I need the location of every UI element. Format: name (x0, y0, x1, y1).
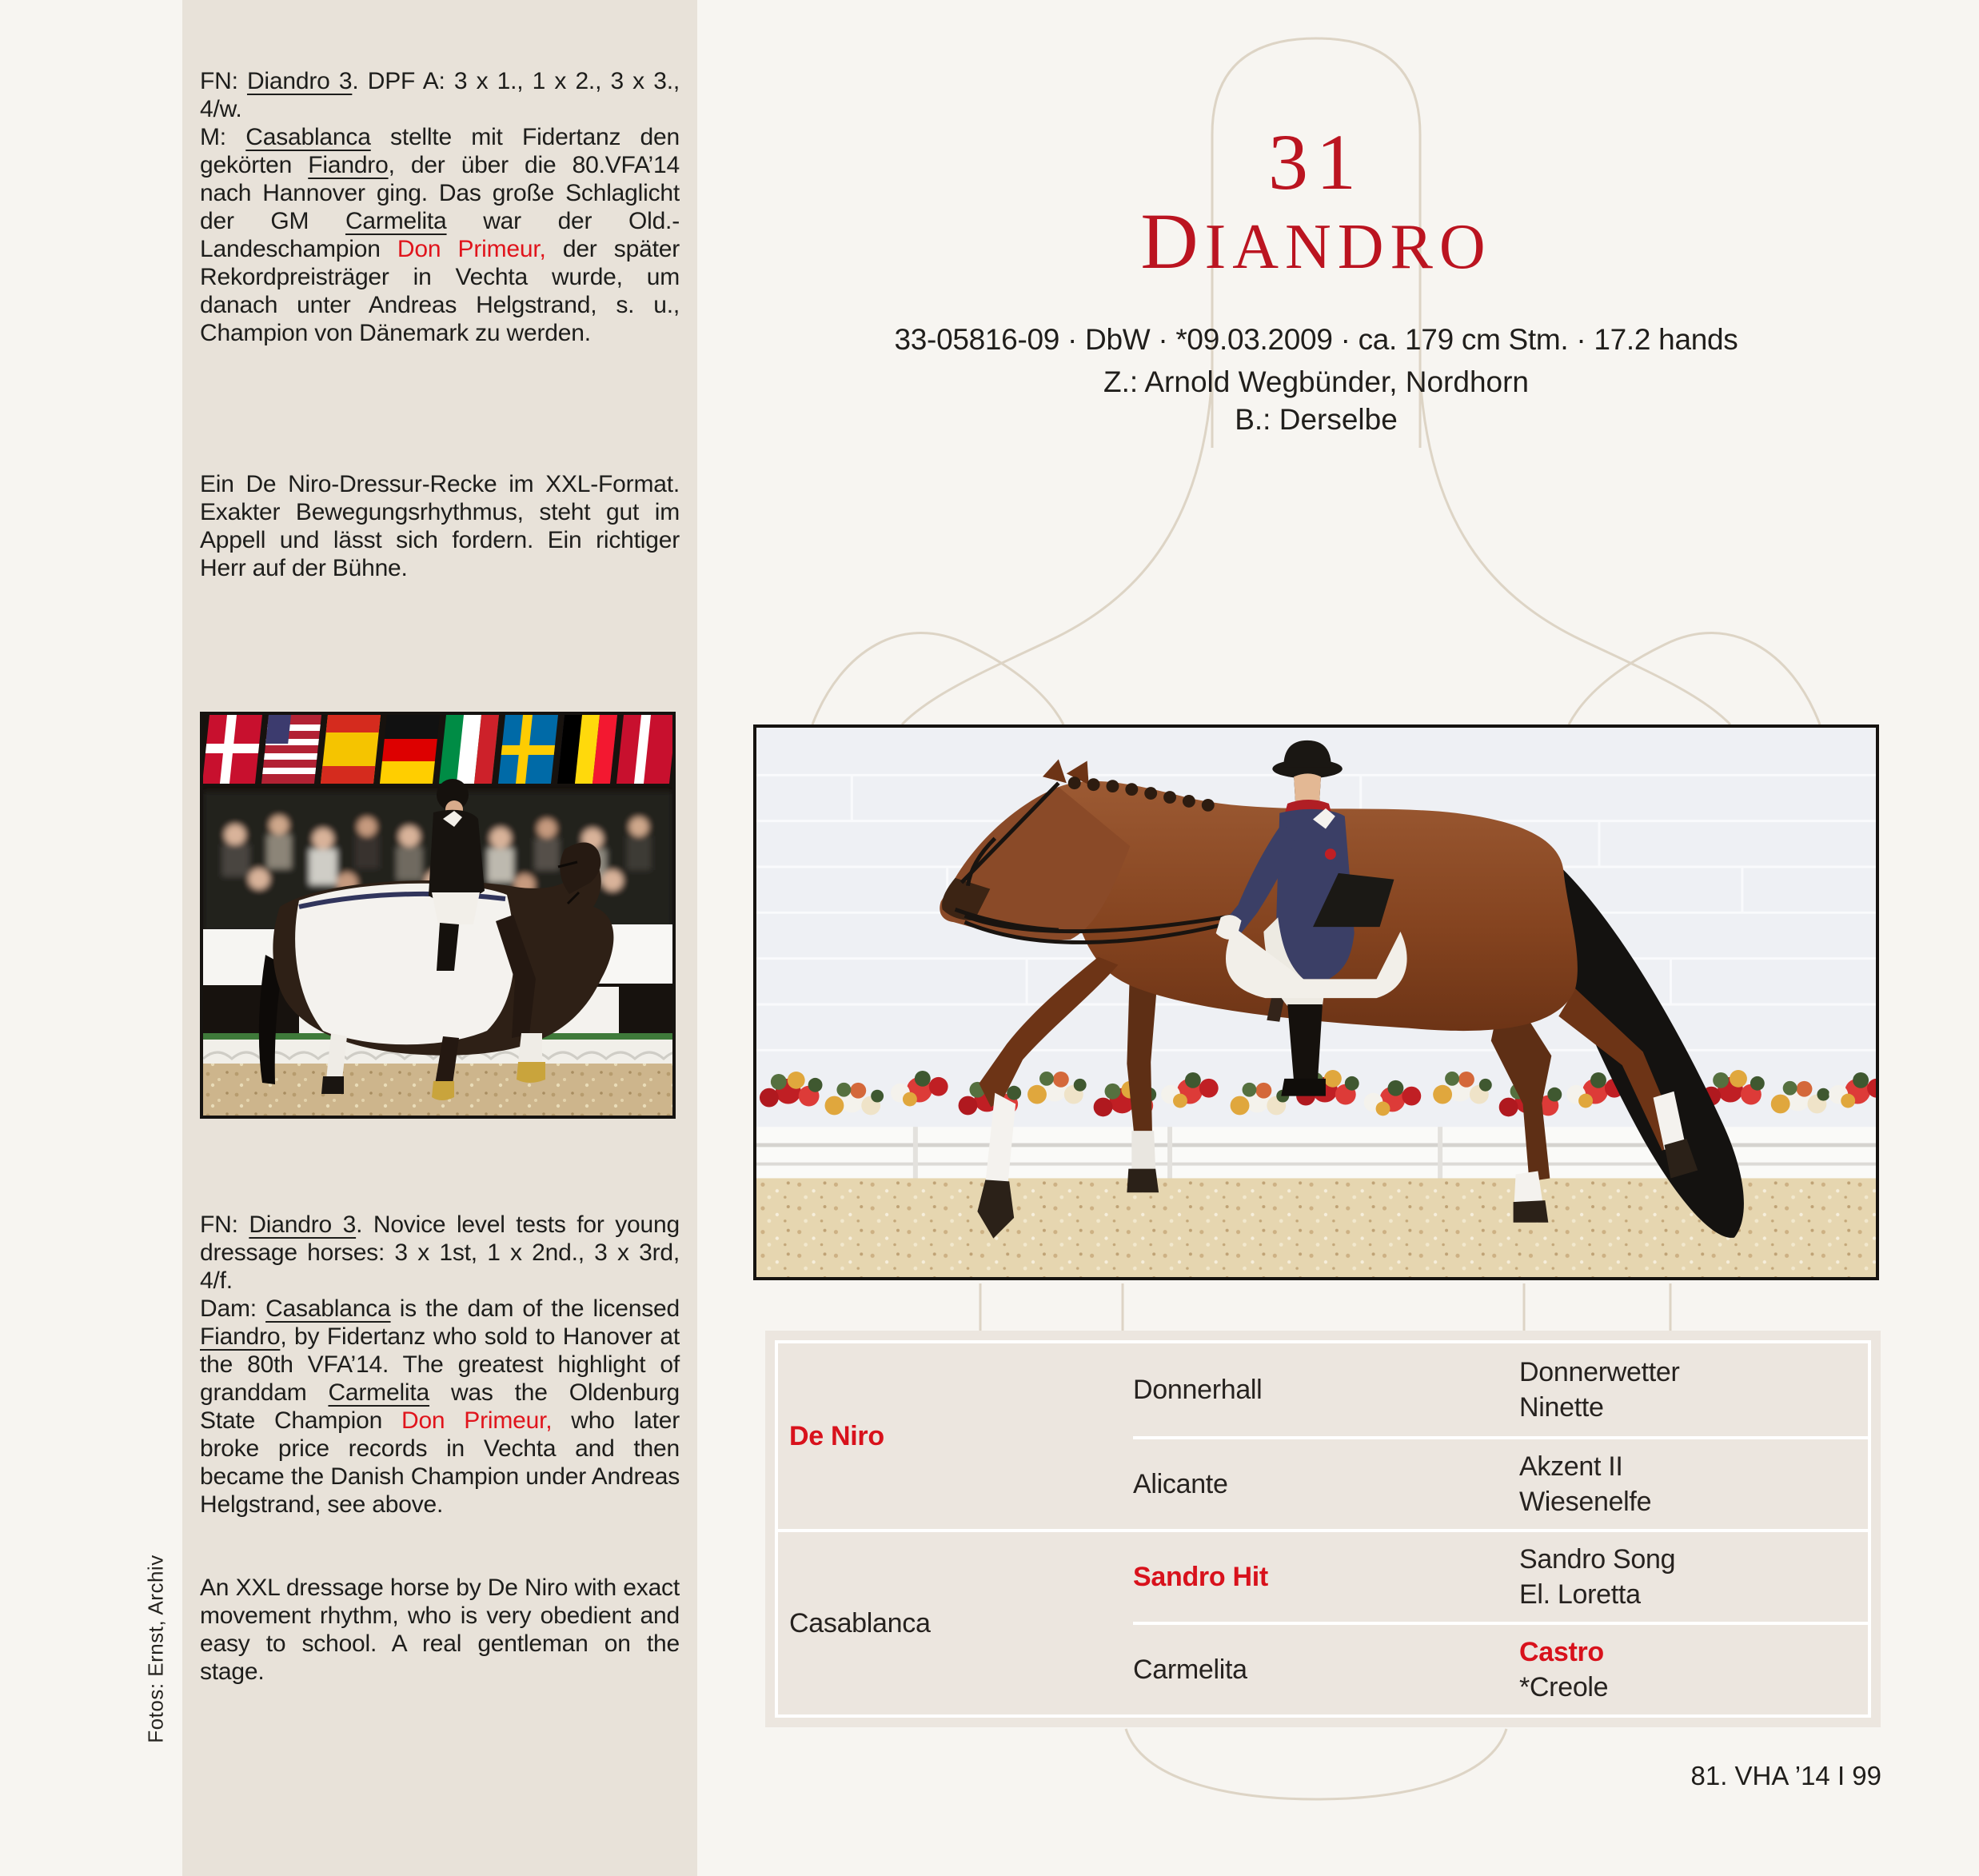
sire-sire-name: Donnerhall (1133, 1375, 1263, 1405)
pedigree-gp2-cell (1519, 1436, 1868, 1529)
pedigree-dam-cell (778, 1529, 1133, 1714)
stallion-name-rest: IANDRO (1204, 212, 1492, 282)
photo-credit: Fotos: Ernst, Archiv (143, 1555, 168, 1743)
pedigree-sire-dam-cell (1133, 1436, 1519, 1529)
breeder-line: Z.: Arnold Wegbünder, Nordhorn (1103, 365, 1530, 398)
pedigree-gp3-cell (1519, 1529, 1868, 1622)
main-photo (753, 724, 1879, 1280)
dam-dam-name: Carmelita (1133, 1654, 1247, 1685)
gp-name: El. Loretta (1519, 1579, 1641, 1610)
gp-name: Castro (1519, 1637, 1604, 1667)
stallion-name (753, 197, 1879, 302)
english-paragraph-1: FN: Diandro 3. Novice level tests for young dressage horses: 3 x 1st, 1 x 2nd., 3 x 3rd, 4/f. Dam: Casablanca is the dam of the licensed Fiandro, by Fidertanz who sold to Hanover at the 80th VFA’14. The greatest highlight of granddam Carmelita was the Oldenburg State Champion Don Primeur, who later broke price records in Vechta and then became the Danish Champion under Andreas Helgstrand, see above. (200, 1211, 680, 1518)
gp-name: Donnerwetter (1519, 1357, 1680, 1387)
header (753, 120, 1879, 438)
sire-name: De Niro (789, 1421, 884, 1451)
pedigree-gp1-cell (1519, 1343, 1868, 1436)
registration-details: 33-05816-09 · DbW · *09.03.2009 · ca. 179 cm Stm. · 17.2 hands (894, 323, 1738, 356)
gp-name: Akzent II (1519, 1451, 1623, 1482)
gp-name: *Creole (1519, 1672, 1609, 1702)
pedigree-sire-cell (778, 1343, 1133, 1529)
sidebar (182, 0, 697, 1876)
sire-dam-name: Alicante (1133, 1469, 1228, 1499)
page-number: 81. VHA ’14 I 99 (1690, 1761, 1881, 1790)
english-paragraph-2: An XXL dressage horse by De Niro with exact movement rhythm, who is very obedient and easy to school. A real gentleman on the stage. (200, 1575, 680, 1685)
dam-sire-name: Sandro Hit (1133, 1562, 1268, 1592)
gp-name: Ninette (1519, 1392, 1604, 1423)
arena-photo (200, 712, 676, 1119)
gp-name: Wiesenelfe (1519, 1487, 1652, 1517)
stallion-name-initial: D (1140, 197, 1205, 285)
pedigree-sire-sire-cell (1133, 1343, 1519, 1436)
gp-name: Sandro Song (1519, 1544, 1676, 1575)
german-paragraph-1: FN: Diandro 3. DPF A: 3 x 1., 1 x 2., 3 x 3., 4/w. M: Casablanca stellte mit Fidertanz den gekörten Fiandro, der über die 80.VFA’14 nach Hannover ging. Das große Schlaglicht der GM Carmelita war der Old.-Landeschampion Don Primeur, der später Rekordpreisträger in Vechta wurde, um danach unter Andreas Helgstrand, s. u., Champion von Dänemark zu werden. (200, 68, 680, 346)
dam-name: Casablanca (789, 1608, 931, 1639)
stallion-number: 31 (1268, 118, 1364, 206)
pedigree-table (765, 1331, 1881, 1727)
pedigree-gp4-cell (1519, 1622, 1868, 1714)
german-paragraph-2: Ein De Niro-Dressur-Recke im XXL-Format. Exakter Bewegungsrhythmus, steht gut im Appell und lässt sich fordern. Ein richtiger Herr auf der Bühne. (200, 471, 680, 581)
pedigree-dam-dam-cell (1133, 1622, 1519, 1714)
owner-line: B.: Derselbe (1235, 403, 1398, 436)
pedigree-frame (775, 1340, 1871, 1718)
pedigree-dam-sire-cell (1133, 1529, 1519, 1622)
